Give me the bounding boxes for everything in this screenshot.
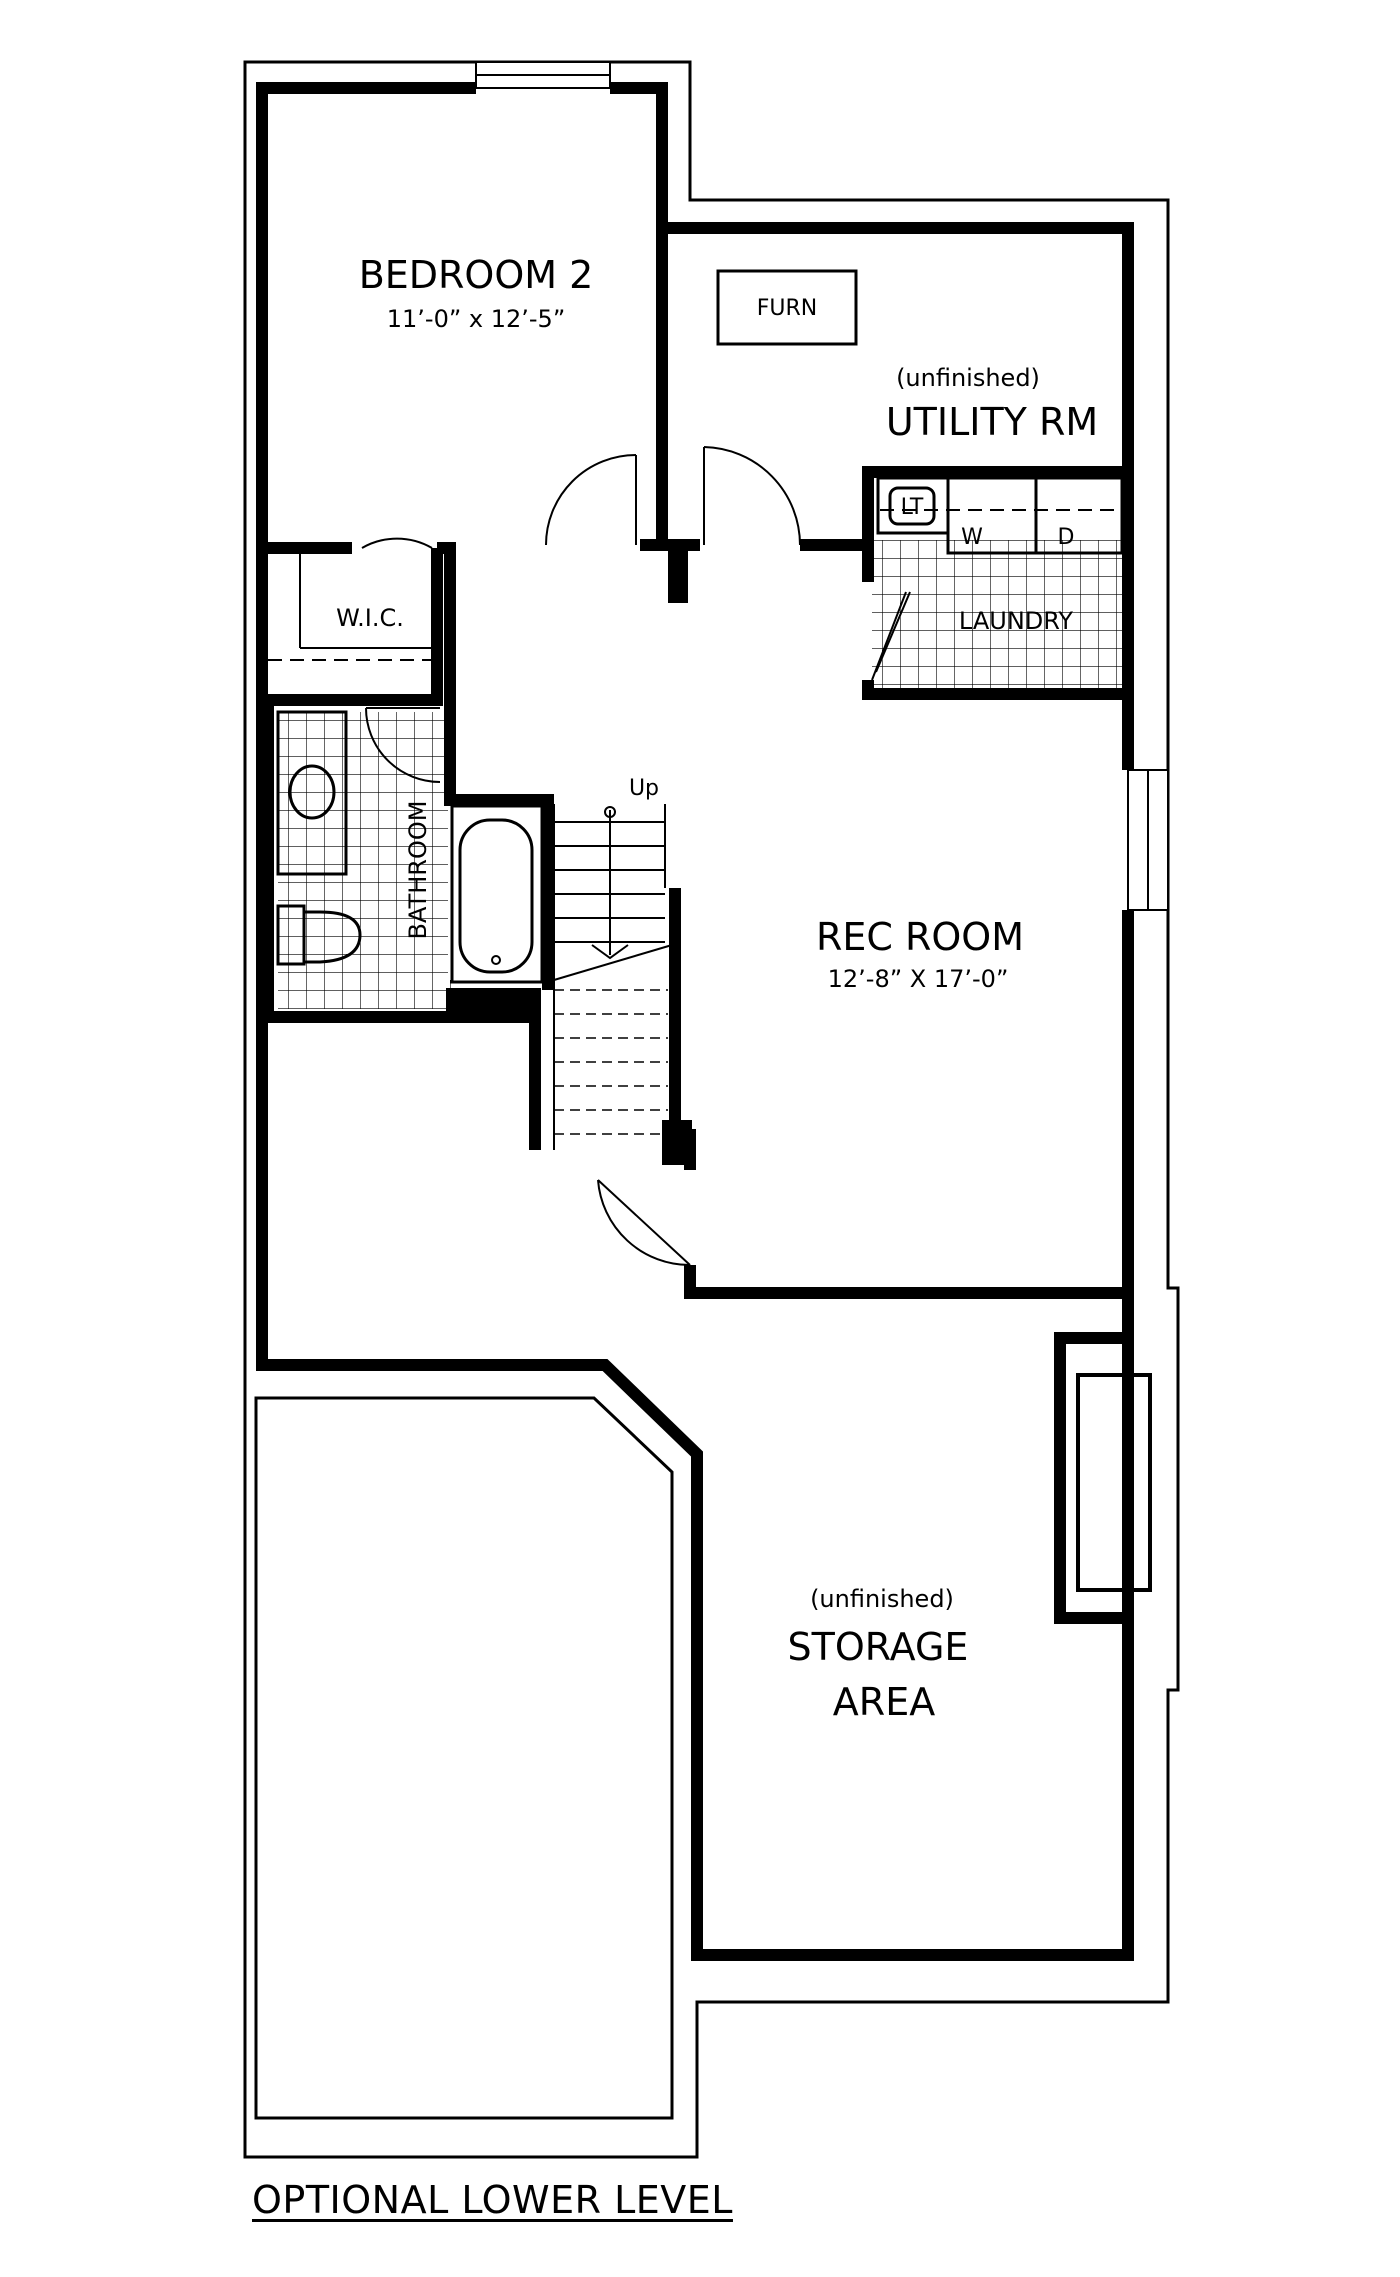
stairs-up-label: Up [628, 776, 660, 801]
utility-note: (unfinished) [896, 364, 1040, 392]
storage-label-line2: AREA [832, 1680, 936, 1724]
plan-caption: OPTIONAL LOWER LEVEL [252, 2178, 733, 2222]
laundry-tub-label: LT [900, 495, 924, 520]
bathtub-icon [460, 820, 532, 972]
storage-label-line1: STORAGE [787, 1625, 969, 1669]
window-well [1078, 1375, 1150, 1590]
rec-room-label: REC ROOM [815, 915, 1025, 959]
closet-label: W.I.C. [336, 604, 404, 632]
utility-label: UTILITY RM [885, 400, 1099, 444]
rec-room-dimensions: 12’-8” X 17’-0” [827, 965, 1009, 993]
bedroom-dimensions: 11’-0” x 12’-5” [386, 305, 566, 333]
storage-inner-outline [256, 1398, 672, 2118]
storage-note: (unfinished) [810, 1585, 954, 1613]
dryer-label: D [1057, 525, 1075, 550]
laundry-label: LAUNDRY [958, 607, 1074, 635]
bedroom-label: BEDROOM 2 [358, 253, 594, 297]
bathroom-label: BATHROOM [404, 800, 432, 940]
furnace-label: FURN [756, 296, 818, 321]
stairs [554, 804, 672, 1150]
washer-label: W [961, 525, 983, 550]
